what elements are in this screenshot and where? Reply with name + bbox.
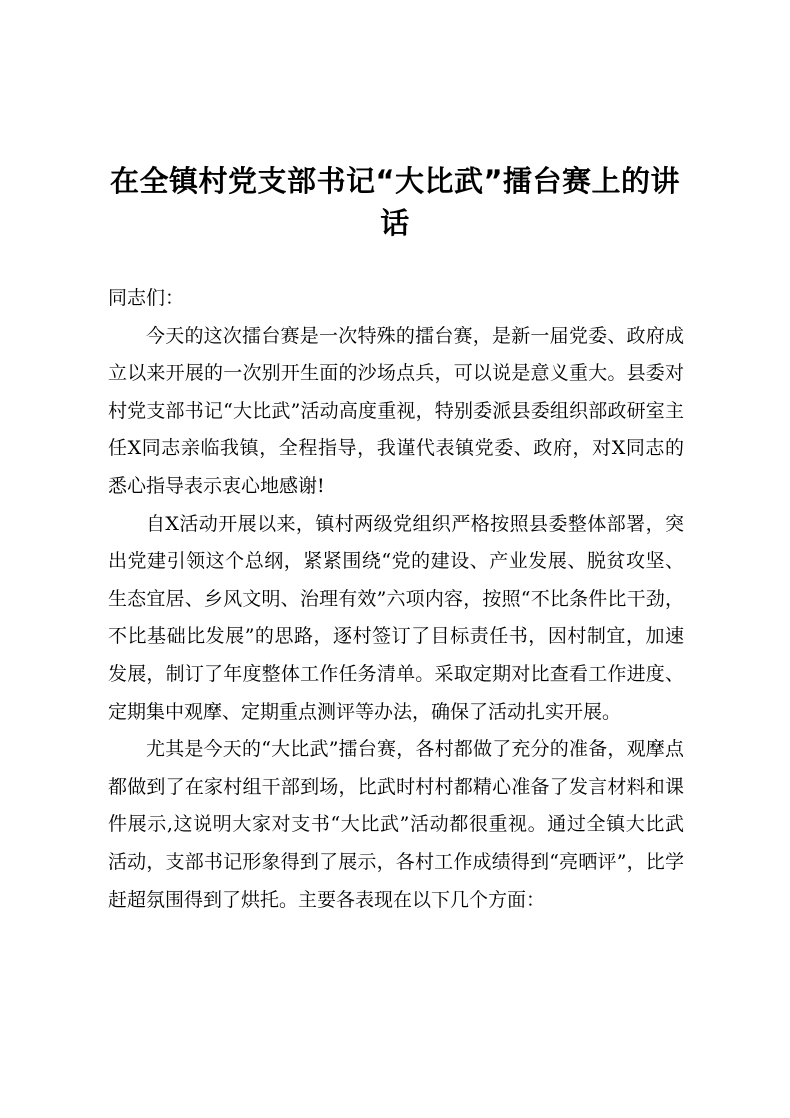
paragraph-2: 自X活动开展以来，镇村两级党组织严格按照县委整体部署，突出党建引领这个总纲，紧紧围绕“党的建设、产业发展、脱贫攻坚、生态宜居、乡风文明、治理有效”六项内容，按照“不比条件比干劲，不比基础比发展”的思路，逐村签订了目标责任书，因村制宜，加速发展，制订了年度整体工作任务清单。采取定期对比查看工作进度、定期集中观摩、定期重点测评等办法，确保了活动扎实开展。 (108, 512, 684, 723)
document-title: 在全镇村党支部书记“大比武”擂台赛上的讲话 (109, 164, 681, 240)
document-body (108, 280, 684, 919)
paragraph-3: 尤其是今天的“大比武”擂台赛，各村都做了充分的准备，观摩点都做到了在家村组干部到场，比武时村村都精心准备了发言材料和课件展示,这说明大家对支书“大比武”活动都很重视。通过全镇大比武活动，支部书记形象得到了展示，各村工作成绩得到“亮晒评”，比学赶超氛围得到了烘托。主要各表现在以下几个方面： (108, 738, 684, 911)
paragraph-1: 今天的这次擂台赛是一次特殊的擂台赛，是新一届党委、政府成立以来开展的一次别开生面的沙场点兵，可以说是意义重大。县委对村党支部书记“大比武”活动高度重视，特别委派县委组织部政研室主任X同志亲临我镇，全程指导，我谨代表镇党委、政府，对X同志的悉心指导表示衷心地感谢! (108, 324, 684, 497)
salutation: 同志们： (108, 287, 185, 309)
